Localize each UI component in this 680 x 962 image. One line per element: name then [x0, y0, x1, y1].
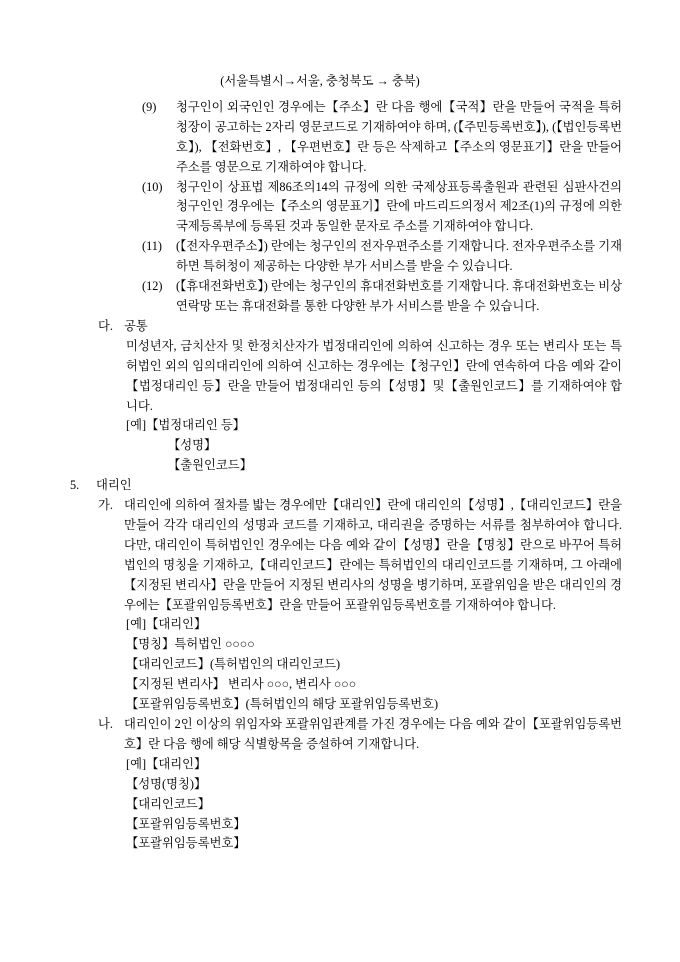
example-line: 【대리인코드】(특허법인의 대리인코드) [126, 657, 341, 672]
example-line: 【대리인코드】 [126, 796, 210, 811]
section-agent-marker: 5. [70, 478, 80, 493]
example-line: 【포괄위임등록번호】 [126, 816, 246, 831]
example-line: 【성명】 [168, 438, 217, 453]
section-agent-sub-b [58, 715, 622, 755]
example-line: [예]【대리인】 [126, 756, 207, 771]
example-line: 【지정된 변리사】 변리사 ○○○, 변리사 ○○○ [126, 677, 357, 692]
example-line: [예]【법정대리인 등】 [126, 418, 246, 433]
list-item [58, 98, 622, 178]
section-agent-sub-a [58, 496, 622, 615]
document-body [58, 72, 622, 854]
center-note: (서울특별시→서울, 충청북도 → 충북) [220, 74, 420, 88]
list-item-marker: (12) [142, 279, 163, 294]
section-common-body: 미성년자, 금치산자 및 한정치산자가 법정대리인에 의하여 신고하는 경우 또는 변리사 또는 특허법인 외의 임의대리인에 의하여 신고하는 경우에는【청구인】란에 연속하여 다음 예와 같이【법정대리인 등】란을 만들어 법정대리인 등의【성명】및【출원인코드】를 기재하여야 합니다. [126, 338, 622, 413]
sub-b-marker: 나. [98, 717, 113, 731]
list-item-text: (【전자우편주소】) 란에는 청구인의 전자우편주소를 기재합니다. 전자우편주소를 기재하면 특허청이 제공하는 다양한 부가 서비스를 받을 수 있습니다. [176, 239, 622, 274]
sub-b-text: 대리인이 2인 이상의 위임자와 포괄위임관계를 가진 경우에는 다음 예와 같이【포괄위임등록번호】란 다음 행에 해당 식별항목을 증설하여 기재합니다. [124, 717, 622, 751]
list-item-marker: (11) [142, 239, 163, 254]
section-common-heading [58, 317, 622, 337]
list-item [58, 237, 622, 277]
list-item-text: 청구인이 외국인인 경우에는【주소】란 다음 행에【국적】란을 만들어 국적을 특허청장이 공고하는 2자리 영문코드로 기재하여야 하며, (【주민등록번호】), (【법인등록번호】), 【전화번호】, 【우편번호】란 등은 삭제하고【주소의 영문표기】란을 만들어 주소를 영문으로 기재하여야 합니다. [176, 99, 622, 174]
example-line: 【포괄위임등록번호】(특허법인의 해당 포괄위임등록번호) [126, 697, 439, 712]
example-line: 【성명(명칭)】 [126, 776, 207, 791]
section-common-title: 공통 [124, 318, 148, 333]
list-item-marker: (10) [142, 179, 163, 194]
list-item-text: 청구인이 상표법 제86조의14의 규정에 의한 국제상표등록출원과 관련된 심판사건의 청구인인 경우에는【주소의 영문표기】란에 마드리드의정서 제2조(1)의 규정에 의한 국제등록부에 등록된 것과 동일한 문자로 주소를 기재하여야 합니다. [176, 179, 622, 234]
example-line: [예]【대리인】 [126, 617, 207, 632]
list-item [58, 277, 622, 317]
example-line: 【출원인코드】 [168, 458, 252, 473]
sub-a-marker: 가. [98, 498, 113, 513]
section-agent-heading [58, 476, 622, 496]
example-line: 【명칭】특허법인 ○○○○ [126, 637, 255, 652]
list-item-marker: (9) [142, 99, 157, 114]
sub-a-text: 대리인에 의하여 절차를 밟는 경우에만【대리인】란에 대리인의【성명】,【대리인코드】란을 만들어 각각 대리인의 성명과 코드를 기재하고, 대리권을 증명하는 서류를 첨부하여야 합니다. 다만, 대리인이 특허법인인 경우에는 다음 예와 같이【성명】란을【명칭】란으로 바꾸어 특허법인의 명칭을 기재하고,【대리인코드】란에는 특허법인의 대리인코드를 기재하며, 그 아래에【지정된 변리사】란을 만들어 지정된 변리사의 성명을 병기하며, 포괄위임을 받은 대리인의 경우에는【포괄위임등록번호】란을 만들어 포괄위임등록번호를 기재하여야 합니다. [124, 498, 622, 612]
list-item-text: (【휴대전화번호】) 란에는 청구인의 휴대전화번호를 기재합니다. 휴대전화번호는 비상연락망 또는 휴대전화를 통한 다양한 부가 서비스를 받을 수 있습니다. [176, 279, 622, 313]
section-common-marker: 다. [98, 318, 113, 333]
example-line: 【포괄위임등록번호】 [126, 836, 246, 851]
list-item [58, 178, 622, 238]
section-agent-title: 대리인 [96, 478, 132, 493]
